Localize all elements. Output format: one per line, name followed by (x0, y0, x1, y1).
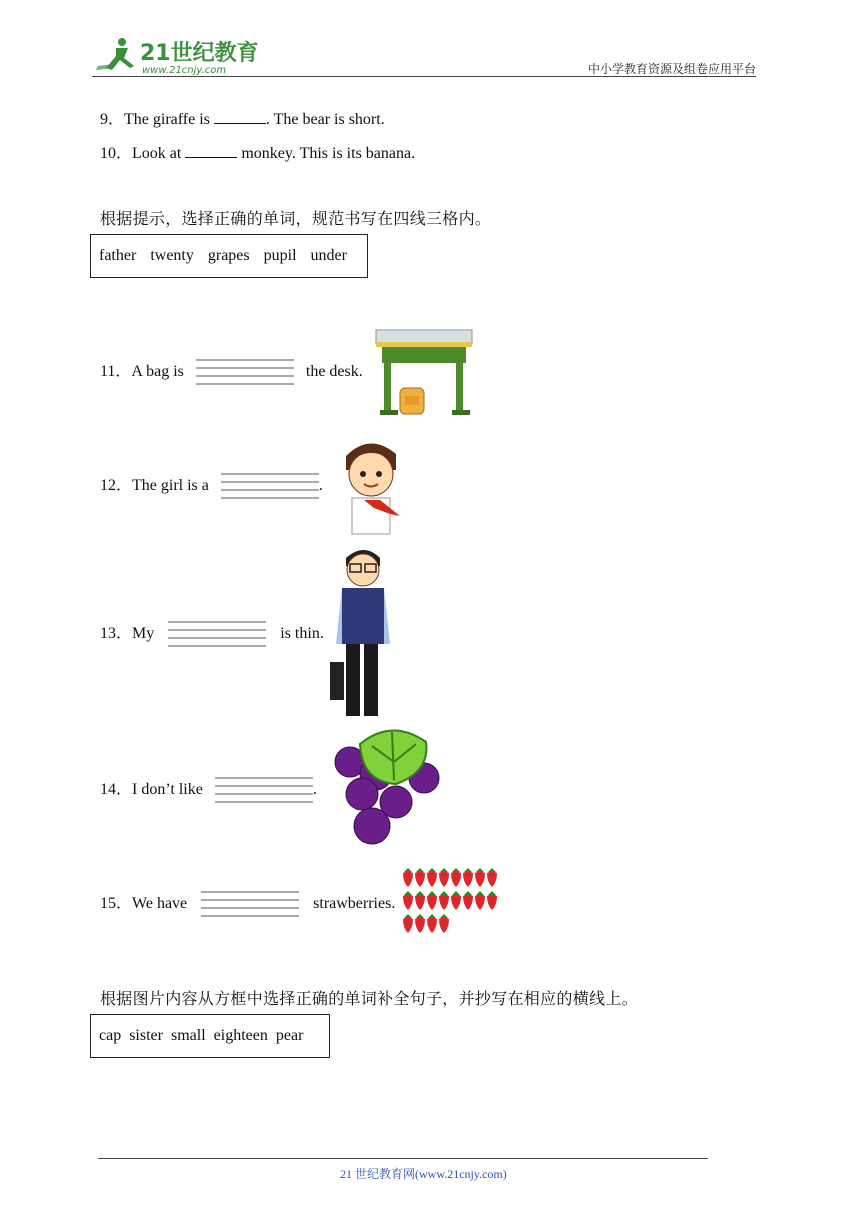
word-bank-item: small (170, 1027, 206, 1044)
question-number: 15． (100, 895, 133, 912)
logo-url: www.21cnjy.com (142, 65, 227, 76)
word-bank (90, 1014, 330, 1058)
strawberry (415, 914, 425, 933)
four-line-writing-box[interactable] (201, 891, 299, 917)
strawberry (463, 891, 473, 910)
four-line-writing-box[interactable] (196, 359, 294, 385)
word-bank-item: cap (99, 1027, 122, 1044)
site-logo (94, 36, 264, 76)
question-text-before: We have (132, 895, 188, 912)
question-text-before: Look at (132, 145, 182, 162)
boy-pupil-illustration (336, 436, 408, 536)
word-bank-item: under (310, 247, 347, 264)
strawberry (427, 868, 437, 887)
strawberries-illustration (402, 864, 502, 934)
four-line-writing-box[interactable] (168, 621, 266, 647)
grapes-illustration (332, 722, 444, 850)
strawberry (403, 891, 413, 910)
footer-link[interactable]: 21 世纪教育网(www.21cnjy.com) (340, 1167, 507, 1181)
answer-blank[interactable] (185, 143, 237, 158)
question-text-after: the desk. (305, 363, 363, 380)
strawberry (451, 868, 461, 887)
logo-text: 21世纪教育 (140, 41, 259, 66)
header-tagline: 中小学教育资源及组卷应用平台 (587, 62, 756, 76)
strawberry (415, 891, 425, 910)
word-bank-item: pear (275, 1027, 304, 1044)
question-text-after: . (312, 781, 317, 798)
question-text-before: The girl is a (132, 477, 209, 494)
desk-illustration (372, 326, 476, 420)
father-illustration (328, 544, 394, 718)
question-11 (100, 358, 363, 385)
question-number: 14． (100, 781, 133, 798)
question-15 (100, 890, 395, 917)
header-divider (92, 76, 756, 77)
question-14 (100, 776, 317, 803)
question-text-before: A bag is (131, 363, 184, 380)
question-number: 11． (100, 363, 132, 380)
question-number: 9． (100, 111, 125, 128)
strawberry (403, 868, 413, 887)
question-text-after: is thin. (280, 625, 324, 642)
question-text-after: . The bear is short. (265, 111, 385, 128)
strawberry (439, 914, 449, 933)
four-line-writing-box[interactable] (215, 777, 313, 803)
strawberry (487, 891, 497, 910)
word-bank-item: father (99, 247, 137, 264)
word-bank-item: pupil (263, 247, 297, 264)
strawberry (451, 891, 461, 910)
section-instruction: 根据提示，选择正确的单词，规范书写在四线三格内。 (100, 209, 492, 228)
strawberry (487, 868, 497, 887)
question-9 (100, 106, 385, 129)
word-bank (90, 234, 368, 278)
strawberry (439, 868, 449, 887)
strawberry (439, 891, 449, 910)
question-text-after: . (318, 477, 323, 494)
answer-blank[interactable] (214, 109, 266, 124)
section-instruction: 根据图片内容从方框中选择正确的单词补全句子，并抄写在相应的横线上。 (100, 989, 638, 1008)
question-number: 13． (100, 625, 133, 642)
question-text-before: The giraffe is (124, 111, 210, 128)
question-number: 12． (100, 477, 133, 494)
four-line-writing-box[interactable] (221, 473, 319, 499)
question-text-before: I don’t like (132, 781, 203, 798)
question-10 (100, 140, 415, 163)
word-bank-item: grapes (207, 247, 250, 264)
strawberry (427, 891, 437, 910)
strawberry (403, 914, 413, 933)
strawberry (475, 868, 485, 887)
question-text-before: My (132, 625, 155, 642)
word-bank-item: twenty (150, 247, 194, 264)
question-text-after: monkey. This is its banana. (241, 145, 416, 162)
strawberry (427, 914, 437, 933)
footer-divider (98, 1158, 708, 1159)
strawberry (415, 868, 425, 887)
strawberry (475, 891, 485, 910)
question-13 (100, 620, 324, 647)
word-bank-item: eighteen (213, 1027, 268, 1044)
question-number: 10． (100, 145, 133, 162)
question-text-after: strawberries. (313, 895, 396, 912)
question-12 (100, 472, 323, 499)
strawberry (463, 868, 473, 887)
word-bank-item: sister (129, 1027, 163, 1044)
